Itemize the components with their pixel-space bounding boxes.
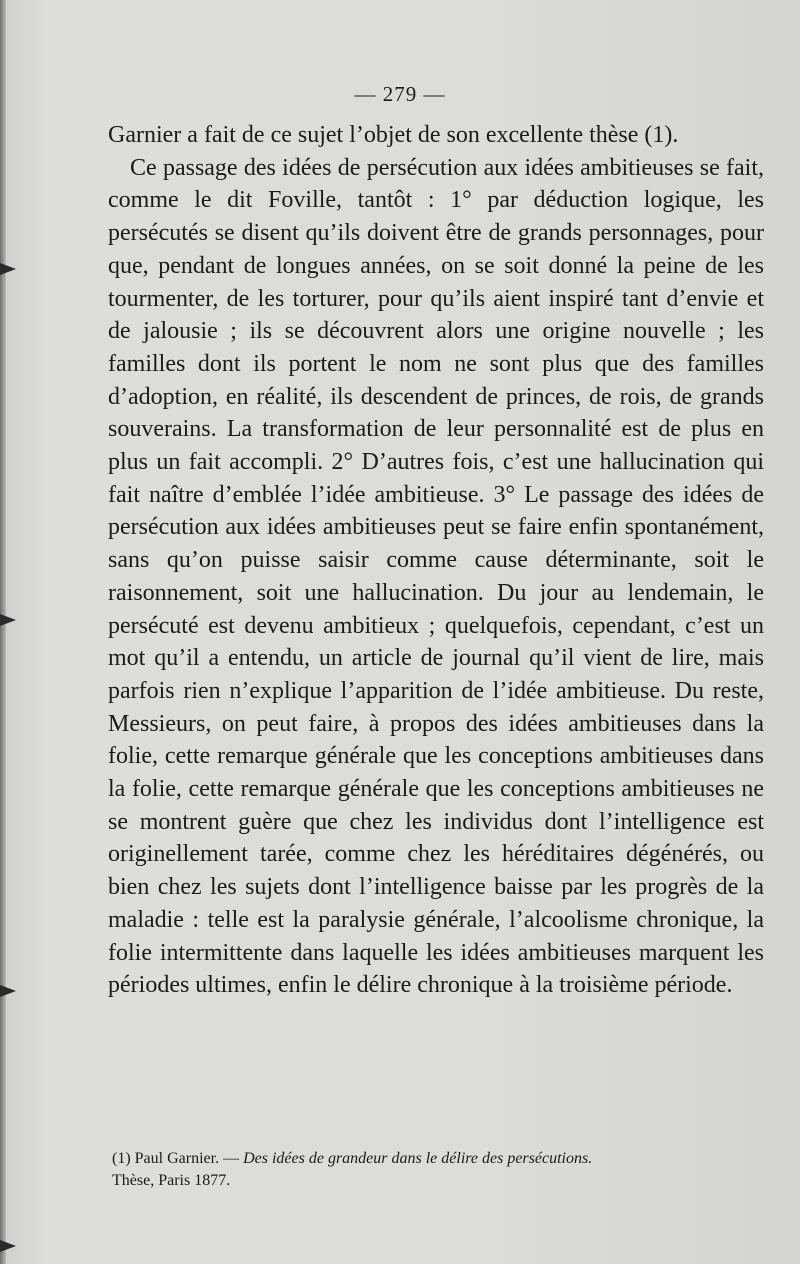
body-text [108, 119, 764, 1002]
margin-tab-mark [0, 1240, 16, 1252]
margin-tab-mark [0, 263, 16, 275]
footnote-title: Des idées de grandeur dans le délire des persécutions. [243, 1150, 593, 1167]
page-number: — 279 — [354, 82, 446, 106]
binding-edge [0, 0, 6, 1264]
margin-tab-mark [0, 985, 16, 997]
footnote-suffix: Thèse, Paris 1877. [112, 1172, 231, 1189]
paragraph: Garnier a fait de ce sujet l’objet de son excellente thèse (1). [108, 122, 679, 148]
footnote [112, 1148, 768, 1192]
footnote-prefix: (1) Paul Garnier. — [112, 1150, 244, 1167]
paragraph: Ce passage des idées de persécution aux idées ambitieuses se fait, comme le dit Foville, tantôt : 1° par déduction logique, les persécutés se disent qu’ils doivent être de grands personnages, pour que, pendant de longues années, on se soit donné la peine de les tourmenter, de les torturer, pour qu’ils aient inspiré tant d’envie et de jalousie ; ils se découvrent alors une origine nouvelle ; les familles dont ils portent le nom ne sont plus que des familles d’adoption, en réalité, ils descendent de princes, de rois, de grands souverains. La transformation de leur personnalité est de plus en plus un fait accompli. 2° D’autres fois, c’est une hallucination qui fait naître d’emblée l’idée ambitieuse. 3° Le passage des idées de persécution aux idées ambitieuses peut se faire enfin spontanément, sans qu’on puisse saisir comme cause déterminante, soit le raisonnement, soit une hallucination. Du jour au lendemain, le persécuté est devenu ambitieux ; quelquefois, cependant, c’est un mot qu’il a entendu, un article de journal qu’il vient de lire, mais parfois rien n’explique l’apparition de l’idée ambitieuse. Du reste, Messieurs, on peut faire, à propos des idées ambitieuses dans la folie, cette remarque générale que les conceptions ambitieuses dans la folie, cette remarque générale que les conceptions ambitieuses ne se montrent guère que chez les individus dont l’intelligence est originellement tarée, comme chez les héréditaires dégénérés, ou bien chez les sujets dont l’intelligence baisse par les progrès de la maladie : telle est la paralysie générale, l’alcoolisme chronique, la folie intermittente dans laquelle les idées ambitieuses marquent les périodes ultimes, enfin le délire chronique à la troisième période. [108, 154, 764, 999]
margin-tab-mark [0, 614, 16, 626]
